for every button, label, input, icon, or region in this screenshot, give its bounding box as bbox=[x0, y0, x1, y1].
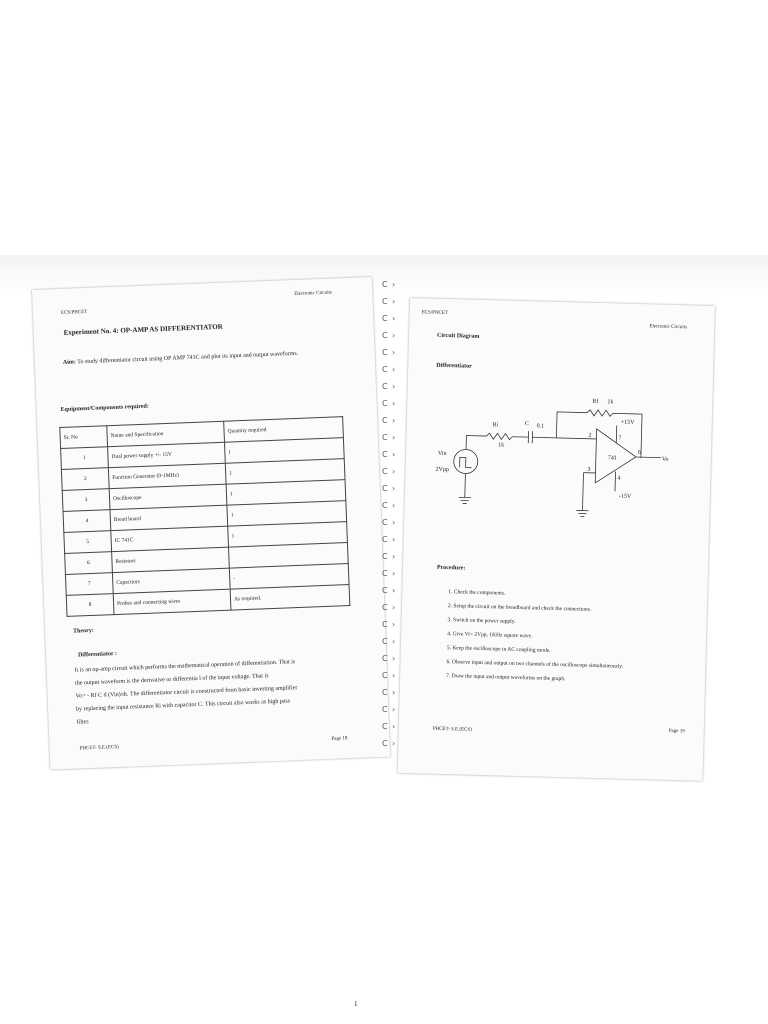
binding-ring: C › bbox=[382, 399, 396, 408]
theory-line: the output waveform is the derivative or differentia l of the input voltage. That is bbox=[75, 673, 269, 687]
table-cell: 1 bbox=[224, 438, 344, 464]
binding-ring: C › bbox=[382, 569, 396, 578]
rf-value-label: 1k bbox=[607, 399, 614, 406]
binding-ring: C › bbox=[382, 365, 396, 374]
binding-ring: C › bbox=[382, 654, 396, 663]
table-cell: Resistors bbox=[112, 547, 230, 572]
binding-ring: C › bbox=[382, 314, 396, 323]
binding-ring: C › bbox=[382, 467, 396, 476]
right-footer-right: Page 19 bbox=[668, 728, 685, 735]
table-cell: 1 bbox=[226, 480, 346, 506]
experiment-title bbox=[64, 323, 223, 337]
table-cell: 8 bbox=[66, 594, 114, 617]
differentiator-circuit-diagram bbox=[434, 379, 678, 525]
table-cell: 1 bbox=[225, 459, 345, 485]
procedure-heading: Procedure: bbox=[436, 564, 466, 572]
right-footer-left: PHCET- S.E.(ECS) bbox=[432, 726, 472, 733]
diagram-title: Differentiator bbox=[436, 362, 472, 370]
header-sr-no: Sr. No bbox=[60, 426, 108, 449]
table-cell: Function Generator (0-1MHz) bbox=[108, 463, 226, 488]
table-cell: As required. bbox=[230, 585, 350, 611]
source-ground-symbol bbox=[459, 473, 472, 503]
aim-label: Aim: bbox=[62, 359, 76, 366]
binding-ring: C › bbox=[382, 433, 396, 442]
binding-ring: C › bbox=[382, 535, 396, 544]
vin-label: Vin bbox=[437, 450, 447, 458]
pin7-label: 7 bbox=[618, 435, 622, 442]
binding-ring: C › bbox=[382, 518, 396, 527]
binding-ring: C › bbox=[382, 484, 396, 493]
binding-ring: C › bbox=[382, 603, 396, 612]
table-cell: 5 bbox=[64, 531, 112, 554]
square-wave-symbol bbox=[460, 457, 472, 467]
left-header-left: ECS/PHCET bbox=[60, 309, 88, 316]
scan-page-number: 1 bbox=[354, 1000, 358, 1008]
equipment-heading: Equipment/Components required: bbox=[60, 403, 149, 413]
table-cell: IC 741C bbox=[111, 526, 229, 551]
differentiator-heading: Differentiator : bbox=[77, 651, 118, 659]
experiment-title-text: Experiment No. 4: OP-AMP AS DIFFERENTIATOR bbox=[63, 322, 223, 337]
left-footer-right: Page 18 bbox=[331, 736, 348, 742]
table-cell: - bbox=[229, 564, 349, 590]
aim-text: To study differentiator circuit using OP AMP 741C and plot its input and output waveforms. bbox=[77, 350, 299, 366]
header-name: Name and Specification bbox=[107, 421, 225, 446]
binding-ring: C › bbox=[382, 280, 396, 289]
aim-paragraph bbox=[63, 346, 343, 370]
table-cell: Bread board bbox=[110, 505, 228, 530]
ri-value-label: 1k bbox=[498, 442, 505, 449]
ri-resistor bbox=[486, 433, 512, 440]
table-cell: 1 bbox=[227, 501, 347, 527]
table-cell: 2 bbox=[61, 468, 109, 491]
ri-label: Ri bbox=[492, 422, 499, 429]
binding-ring: C › bbox=[382, 348, 396, 357]
binding-ring: C › bbox=[382, 416, 396, 425]
equipment-table bbox=[59, 416, 350, 617]
theory-paragraph bbox=[74, 653, 376, 729]
right-header-left: ECS/PHCET bbox=[421, 310, 449, 316]
binding-ring: C › bbox=[382, 722, 396, 731]
procedure-step: 2. Setup the circuit on the breadboard and check the connections. bbox=[447, 603, 592, 613]
rf-label: Rf bbox=[592, 398, 599, 405]
procedure-step: 6. Observe input and output on two channels of the oscilloscope simultaneously. bbox=[446, 659, 624, 670]
binding-ring: C › bbox=[382, 739, 396, 748]
binding-ring: C › bbox=[382, 450, 396, 459]
feedback-wire bbox=[556, 412, 587, 439]
procedure-step: 3. Switch on the power supply. bbox=[447, 617, 516, 625]
table-cell: Oscilloscope bbox=[109, 484, 227, 509]
vo-label: Vo bbox=[661, 456, 669, 463]
binding-ring: C › bbox=[382, 331, 396, 340]
table-cell: Capacitors bbox=[112, 568, 230, 593]
table-cell: 3 bbox=[62, 489, 110, 512]
pin4-label: 4 bbox=[617, 475, 621, 482]
capacitor-c bbox=[528, 431, 532, 443]
binding-ring: C › bbox=[382, 620, 396, 629]
table-cell: Probes and connecting wires bbox=[113, 589, 231, 614]
binding-ring: C › bbox=[382, 382, 396, 391]
input-wire-2 bbox=[532, 437, 596, 439]
theory-line: by replacing the input resistance Ri with capacitor C. This circuit also works as high pass bbox=[76, 698, 291, 713]
table-cell: 1 bbox=[228, 522, 348, 548]
procedure-step: 5. Keep the oscilloscope in AC coupling mode. bbox=[446, 645, 551, 654]
binding-ring: C › bbox=[382, 501, 396, 510]
pin3-label: 3 bbox=[587, 466, 591, 473]
table-cell: 4 bbox=[63, 510, 111, 533]
c-value-label: 0.1 bbox=[536, 423, 545, 430]
procedure-step: 7. Draw the input and output waveforms on the graph. bbox=[446, 673, 566, 683]
right-page bbox=[398, 298, 715, 781]
binding-ring: C › bbox=[382, 297, 396, 306]
vplus-label: +15V bbox=[620, 419, 635, 426]
circuit-heading: Circuit Diagram bbox=[436, 332, 480, 340]
table-cell: 1 bbox=[61, 447, 109, 470]
pin2-label: 2 bbox=[588, 432, 592, 439]
theory-line: Vo= - Rf C d (Vin)/dt. The differentiator circuit is constructed from basic inverting amplifier bbox=[75, 685, 298, 700]
header-quantity: Quantity required bbox=[224, 417, 344, 443]
procedure-step: 4. Give Vi= 2Vpp, 1KHz square wave. bbox=[447, 631, 533, 640]
right-header-right: Electronic Circuits bbox=[649, 324, 688, 331]
left-header-right: Electronic Circuits bbox=[294, 290, 333, 297]
table-cell: 7 bbox=[65, 573, 113, 596]
vminus-label: -15V bbox=[618, 493, 632, 500]
vminus-wire bbox=[615, 471, 616, 491]
binding-ring: C › bbox=[382, 671, 396, 680]
vpp-label: 2Vpp bbox=[435, 466, 449, 474]
left-page bbox=[32, 277, 390, 770]
source-wire bbox=[466, 436, 486, 451]
theory-heading: Theory: bbox=[73, 627, 94, 635]
binding-ring: C › bbox=[382, 705, 396, 714]
pin6-label: 6 bbox=[637, 450, 642, 457]
theory-line: It is an op-amp circuit which performs the mathematical operation of differentiation. That is bbox=[74, 659, 296, 674]
output-wire bbox=[636, 457, 661, 458]
ic-label: 741 bbox=[607, 455, 617, 462]
c-label: C bbox=[524, 421, 529, 428]
procedure-list bbox=[446, 589, 625, 692]
binding-ring: C › bbox=[382, 688, 396, 697]
ground-symbol bbox=[576, 510, 588, 516]
left-footer-left: PHCET- S.E.(ECS) bbox=[79, 745, 119, 752]
rf-resistor bbox=[587, 410, 613, 417]
procedure-step: 1. Check the components. bbox=[448, 589, 506, 597]
binding-ring: C › bbox=[382, 586, 396, 595]
binding-ring: C › bbox=[382, 637, 396, 646]
table-cell: 6 bbox=[65, 552, 113, 575]
table-cell: Dual power supply +/- 15V bbox=[108, 442, 226, 467]
theory-line: filter. bbox=[76, 719, 90, 726]
binding-ring: C › bbox=[382, 552, 396, 561]
noninverting-ground-wire bbox=[582, 473, 595, 511]
